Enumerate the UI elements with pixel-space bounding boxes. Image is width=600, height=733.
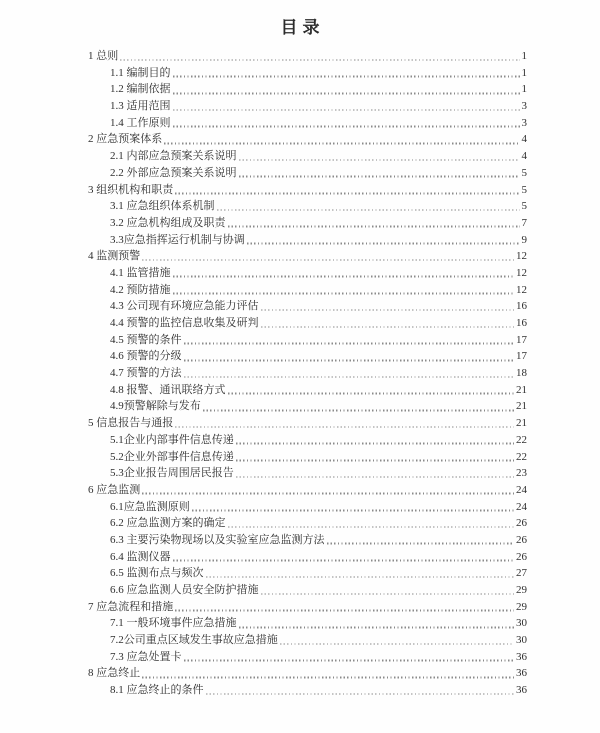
- toc-entry-page: 5: [521, 200, 527, 213]
- toc-entry-page: 26: [516, 533, 527, 546]
- toc-entry-label: 4.3 公司现有环境应急能力评估: [110, 300, 259, 313]
- toc-entry-label: 4.6 预警的分级: [110, 350, 182, 363]
- toc-entry[interactable]: [88, 565, 527, 582]
- toc-entry-page: 1: [521, 83, 527, 96]
- toc-entry-page: 7: [521, 216, 527, 229]
- toc-entry-label: 5.1企业内部事件信息传递: [110, 433, 234, 446]
- toc-entry-label: 4.1 监管措施: [110, 266, 171, 279]
- dot-leader: [175, 426, 514, 428]
- toc-entry-page: 12: [516, 283, 527, 296]
- toc-entry-page: 1: [521, 50, 527, 62]
- toc-entry[interactable]: [88, 48, 527, 65]
- page-title: 目录: [280, 18, 325, 37]
- dot-leader: [239, 626, 515, 628]
- toc-entry-label: 6.6 应急监测人员安全防护措施: [110, 584, 259, 596]
- toc-entry[interactable]: [88, 98, 527, 115]
- toc-entry-label: 6.4 监测仪器: [110, 550, 171, 563]
- dot-leader: [184, 343, 515, 345]
- toc-entry[interactable]: [88, 115, 527, 132]
- toc-entry-page: 5: [521, 166, 527, 179]
- toc-entry-label: 4.5 预警的条件: [110, 333, 182, 346]
- toc-entry-page: 4: [521, 133, 527, 146]
- toc-entry[interactable]: [88, 131, 527, 148]
- toc-entry-page: 27: [516, 567, 527, 580]
- dot-leader: [184, 376, 515, 378]
- toc-entry-label: 2 应急预案体系: [88, 133, 163, 146]
- toc-entry-label: 1.4 工作原则: [110, 116, 171, 129]
- toc-entry-label: 3.3应急指挥运行机制与协调: [110, 233, 245, 246]
- toc-entry-label: 7.3 应急处置卡: [110, 650, 182, 663]
- toc-entry-page: 26: [516, 550, 527, 563]
- toc-list: [88, 48, 527, 699]
- toc-entry[interactable]: [88, 582, 527, 599]
- toc-entry-label: 1.1 编制目的: [110, 66, 171, 79]
- dot-leader: [173, 109, 520, 111]
- toc-entry-page: 21: [516, 383, 527, 396]
- toc-entry[interactable]: [88, 415, 527, 432]
- toc-entry[interactable]: [88, 65, 527, 82]
- toc-entry-label: 6 应急监测: [88, 483, 141, 496]
- toc-entry-page: 18: [516, 367, 527, 380]
- dot-leader: [280, 643, 514, 645]
- dot-leader: [142, 493, 514, 495]
- toc-entry[interactable]: [88, 232, 527, 249]
- toc-entry-page: 36: [516, 650, 527, 663]
- dot-leader: [203, 409, 514, 411]
- dot-leader: [261, 593, 515, 595]
- toc-entry-page: 16: [516, 300, 527, 313]
- dot-leader: [184, 660, 515, 662]
- dot-leader: [247, 243, 520, 245]
- dot-leader: [173, 276, 515, 278]
- toc-entry-page: 1: [521, 66, 527, 79]
- dot-leader: [239, 159, 520, 161]
- toc-entry-page: 12: [516, 266, 527, 279]
- toc-entry-page: 36: [516, 684, 527, 697]
- toc-entry-label: 4.8 报警、通讯联络方式: [110, 383, 226, 396]
- toc-entry[interactable]: [88, 398, 527, 415]
- toc-entry-page: 22: [516, 450, 527, 463]
- toc-entry-label: 4.4 预警的监控信息收集及研判: [110, 317, 259, 329]
- dot-leader: [228, 526, 515, 528]
- toc-entry-page: 21: [516, 417, 527, 430]
- dot-leader: [261, 326, 515, 328]
- toc-entry-label: 8.1 应急终止的条件: [110, 684, 204, 697]
- toc-entry[interactable]: [88, 482, 527, 499]
- toc-entry[interactable]: [88, 465, 527, 482]
- toc-entry[interactable]: [88, 665, 527, 682]
- toc-entry[interactable]: [88, 298, 527, 315]
- toc-entry[interactable]: [88, 432, 527, 449]
- toc-entry-page: 12: [516, 250, 527, 263]
- toc-entry-label: 5.2企业外部事件信息传递: [110, 450, 234, 463]
- toc-entry[interactable]: [88, 649, 527, 666]
- toc-entry[interactable]: [88, 348, 527, 365]
- toc-entry-page: 24: [516, 483, 527, 496]
- toc-entry-page: 29: [516, 584, 527, 596]
- dot-leader: [206, 693, 515, 695]
- toc-entry-page: 22: [516, 433, 527, 446]
- toc-entry-label: 8 应急终止: [88, 667, 141, 680]
- toc-entry[interactable]: [88, 315, 527, 332]
- toc-entry-label: 6.5 监测布点与频次: [110, 567, 204, 580]
- toc-entry-page: 30: [516, 634, 527, 647]
- toc-entry[interactable]: [88, 198, 527, 215]
- toc-entry-label: 6.2 应急监测方案的确定: [110, 517, 226, 530]
- toc-entry-page: 16: [516, 317, 527, 329]
- dot-leader: [175, 193, 519, 195]
- toc-entry[interactable]: [88, 549, 527, 566]
- toc-entry-page: 17: [516, 333, 527, 346]
- dot-leader: [164, 142, 519, 144]
- toc-entry[interactable]: [88, 282, 527, 299]
- toc-entry-label: 1.3 适用范围: [110, 100, 171, 113]
- toc-entry-page: 3: [521, 116, 527, 129]
- toc-entry-label: 3.2 应急机构组成及职责: [110, 216, 226, 229]
- dot-leader: [217, 209, 520, 211]
- toc-entry-label: 3 组织机构和职责: [88, 183, 174, 196]
- dot-leader: [120, 59, 519, 61]
- toc-entry-label: 1.2 编制依据: [110, 83, 171, 96]
- toc-entry-label: 5 信息报告与通报: [88, 417, 174, 430]
- dot-leader: [173, 76, 520, 78]
- toc-entry-page: 17: [516, 350, 527, 363]
- toc-entry[interactable]: [88, 382, 527, 399]
- toc-entry-label: 6.1应急监测原则: [110, 500, 190, 513]
- toc-entry-label: 4.9预警解除与发布: [110, 400, 201, 413]
- toc-entry-page: 9: [521, 233, 527, 246]
- dot-leader: [327, 543, 515, 545]
- toc-entry-page: 23: [516, 467, 527, 480]
- dot-leader: [173, 92, 520, 94]
- toc-entry[interactable]: [88, 332, 527, 349]
- toc-entry-page: 24: [516, 500, 527, 513]
- toc-entry[interactable]: [88, 148, 527, 165]
- toc-entry-page: 29: [516, 600, 527, 613]
- dot-leader: [142, 676, 514, 678]
- toc-entry[interactable]: [88, 81, 527, 98]
- toc-entry-label: 7.1 一般环境事件应急措施: [110, 617, 237, 630]
- toc-entry[interactable]: [88, 248, 527, 265]
- dot-leader: [228, 226, 520, 228]
- dot-leader: [236, 460, 514, 462]
- dot-leader: [228, 393, 515, 395]
- toc-entry[interactable]: [88, 365, 527, 382]
- toc-entry[interactable]: [88, 632, 527, 649]
- dot-leader: [206, 576, 515, 578]
- toc-entry-label: 7.2公司重点区域发生事故应急措施: [110, 634, 278, 647]
- dot-leader: [173, 560, 515, 562]
- toc-entry-label: 2.1 内部应急预案关系说明: [110, 150, 237, 163]
- toc-entry-label: 4.2 预防措施: [110, 283, 171, 296]
- toc-entry[interactable]: [88, 532, 527, 549]
- dot-leader: [184, 359, 515, 361]
- toc-entry-page: 4: [521, 150, 527, 163]
- toc-entry[interactable]: [88, 165, 527, 182]
- toc-entry[interactable]: [88, 515, 527, 532]
- toc-entry[interactable]: [88, 449, 527, 466]
- dot-leader: [175, 610, 514, 612]
- toc-entry[interactable]: [88, 599, 527, 616]
- toc-entry-label: 4.7 预警的方法: [110, 367, 182, 380]
- toc-entry-label: 3.1 应急组织体系机制: [110, 200, 215, 213]
- toc-entry[interactable]: [88, 265, 527, 282]
- dot-leader: [142, 259, 514, 261]
- toc-entry-page: 30: [516, 617, 527, 630]
- toc-entry[interactable]: [88, 499, 527, 516]
- dot-leader: [236, 443, 514, 445]
- dot-leader: [261, 309, 515, 311]
- toc-entry[interactable]: [88, 182, 527, 199]
- dot-leader: [192, 510, 514, 512]
- dot-leader: [173, 293, 515, 295]
- toc-entry[interactable]: [88, 682, 527, 699]
- toc-entry[interactable]: [88, 215, 527, 232]
- dot-leader: [239, 176, 520, 178]
- toc-entry[interactable]: [88, 615, 527, 632]
- toc-entry-page: 21: [516, 400, 527, 413]
- toc-entry-label: 5.3企业报告周围居民报告: [110, 467, 234, 480]
- toc-entry-page: 26: [516, 517, 527, 530]
- dot-leader: [236, 476, 514, 478]
- toc-entry-label: 6.3 主要污染物现场以及实验室应急监测方法: [110, 533, 325, 546]
- toc-entry-page: 3: [521, 100, 527, 113]
- dot-leader: [173, 126, 520, 128]
- toc-entry-page: 36: [516, 667, 527, 680]
- toc-entry-label: 4 监测预警: [88, 250, 141, 263]
- toc-entry-label: 7 应急流程和措施: [88, 600, 174, 613]
- toc-entry-label: 1 总则: [88, 50, 119, 62]
- toc-entry-label: 2.2 外部应急预案关系说明: [110, 166, 237, 179]
- toc-entry-page: 5: [521, 183, 527, 196]
